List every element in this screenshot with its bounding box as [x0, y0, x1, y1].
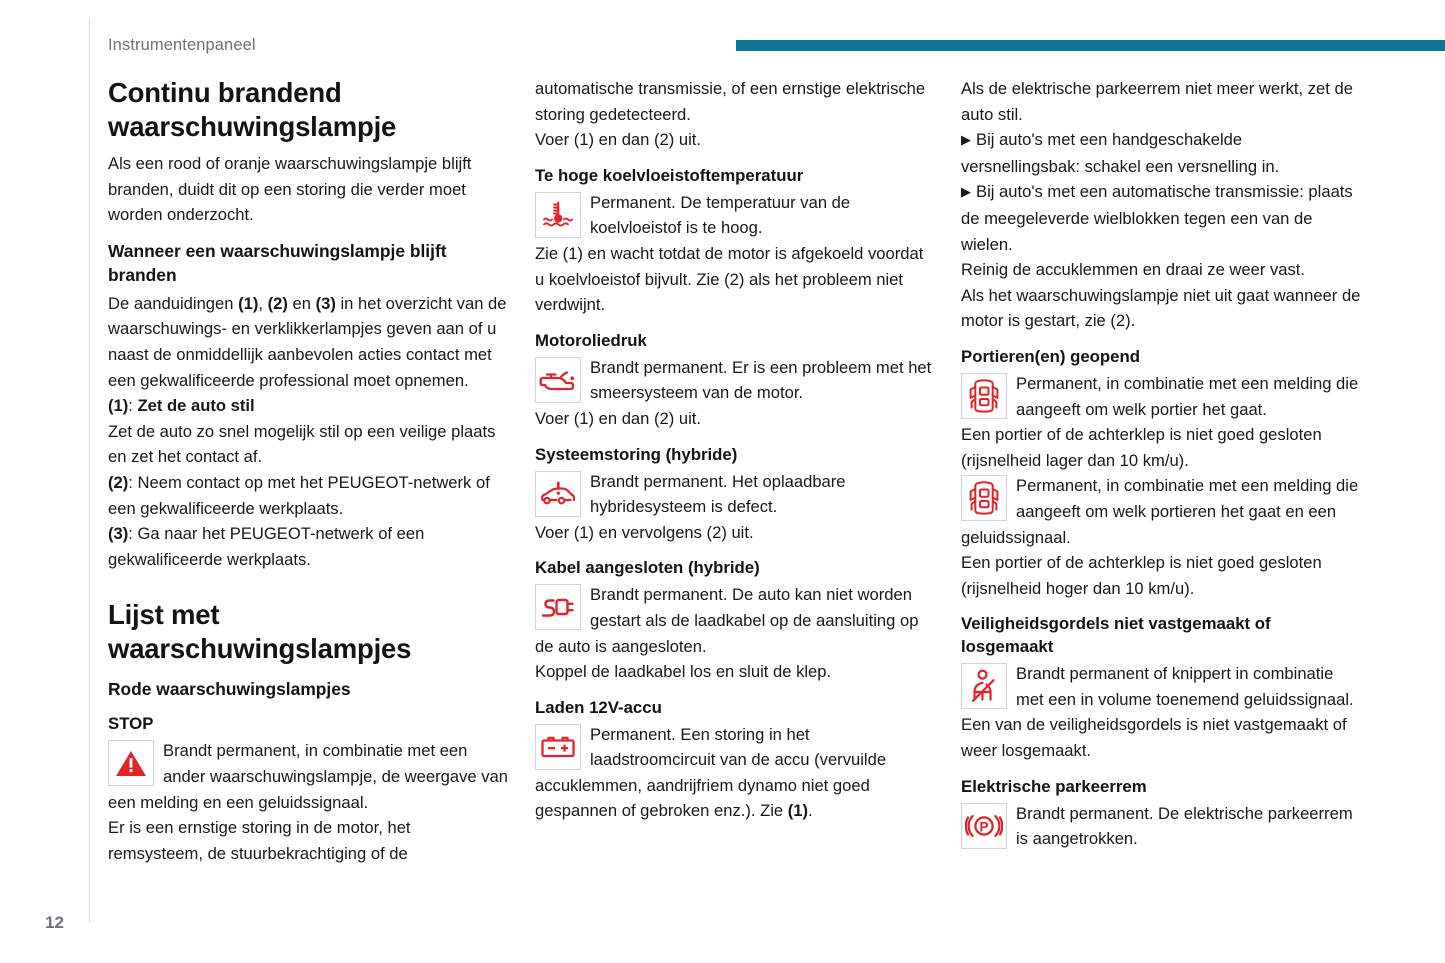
coolant-temperature-icon: [535, 192, 581, 238]
warning-lamp-description: Permanent. Een storing in het laadstroomcircuit van de accu (vervuilde accuklemmen, aandrijfriem dynamo niet goed gespannen of gebroken enz.). Zie (1).: [535, 724, 887, 821]
warning-lamp-description: Brandt permanent. De elektrische parkeerrem is aangetrokken.: [1016, 803, 1353, 849]
body-paragraph: Zet de auto zo snel mogelijk stil op een veilige plaats en zet het contact af.: [108, 421, 496, 467]
warning-lamp-heading: Elektrische parkeerrem: [961, 776, 1147, 796]
electric-parking-brake-icon: [961, 803, 1007, 849]
body-paragraph: Een van de veiligheidsgordels is niet vastgemaakt of weer losgemaakt.: [961, 715, 1347, 761]
door-open-icon: [961, 475, 1007, 521]
warning-lamp-entry: [108, 738, 510, 815]
section-subtitle: Wanneer een waarschuwingslampje blijft branden: [108, 240, 447, 285]
body-paragraph: automatische transmissie, of een ernstige elektrische storing gedetecteerd.: [535, 79, 926, 124]
body-paragraph: Koppel de laadkabel los en sluit de klep.: [535, 662, 832, 682]
stop-warning-triangle-icon: [108, 740, 154, 786]
warning-lamp-heading: Systeemstoring (hybride): [535, 444, 738, 464]
warning-lamp-description: Brandt permanent. Het oplaadbare hybridesysteem is defect.: [590, 471, 846, 517]
warning-lamp-heading: Kabel aangesloten (hybride): [535, 558, 760, 578]
warning-lamp-description: Brandt permanent, in combinatie met een ander waarschuwingslampje, de weergave van een melding en een geluidssignaal.: [108, 741, 508, 812]
warning-lamp-entry: [535, 190, 937, 241]
warning-lamp-heading: Veiligheidsgordels niet vastgemaakt of losgemaakt: [961, 614, 1271, 657]
header-accent-rule: [736, 40, 1445, 51]
warning-lamp-entry: [961, 371, 1363, 422]
warning-lamp-entry: [961, 661, 1363, 712]
instruction-bullet: ▶ Bij auto's met een handgeschakelde versnellingsbak: schakel een versnelling in.: [961, 127, 1363, 179]
body-paragraph: Als een rood of oranje waarschuwingslampje blijft branden, duidt dit op een storing die verder moet worden onderzocht.: [108, 154, 472, 225]
section-title: Continu brandend waarschuwingslampje: [108, 77, 397, 142]
charging-cable-plug-icon: [535, 584, 581, 630]
warning-lamp-entry: [961, 473, 1363, 550]
body-paragraph: Als het waarschuwingslampje niet uit gaat wanneer de motor is gestart, zie (2).: [961, 285, 1361, 331]
body-paragraph: Reinig de accuklemmen en draai ze weer vast.: [961, 260, 1306, 280]
body-paragraph: De aanduidingen (1), (2) en (3) in het overzicht van de waarschuwings- en verklikkerlampjes geven aan of u naast de onmiddellijk aanbevolen acties contact met een gekwalificeerde professional moet opnemen.: [108, 293, 507, 390]
warning-lamp-entry: [535, 582, 937, 659]
page-number: 12: [45, 913, 64, 932]
instruction-bullet: ▶ Bij auto's met een automatische transmissie: plaats de meegeleverde wielblokken tegen een van de wielen.: [961, 179, 1363, 257]
section-subtitle: Rode waarschuwingslampjes: [108, 679, 351, 700]
body-paragraph: Een portier of de achterklep is niet goed gesloten (rijsnelheid lager dan 10 km/u).: [961, 425, 1322, 470]
warning-lamp-description: Brandt permanent. Er is een probleem met het smeersysteem van de motor.: [590, 357, 932, 403]
body-paragraph: Voer (1) en dan (2) uit.: [535, 130, 702, 150]
body-paragraph: (3): Ga naar het PEUGEOT-netwerk of een gekwalificeerde werkplaats.: [108, 524, 425, 569]
warning-lamp-entry: [535, 355, 937, 406]
engine-oil-pressure-icon: [535, 357, 581, 403]
body-paragraph: Als de elektrische parkeerrem niet meer werkt, zet de auto stil.: [961, 79, 1353, 124]
warning-lamp-entry: [535, 469, 937, 520]
body-paragraph: (2): Neem contact op met het PEUGEOT-netwerk of een gekwalificeerde werkplaats.: [108, 472, 490, 518]
warning-lamp-heading: Motoroliedruk: [535, 330, 647, 350]
body-paragraph: Voer (1) en dan (2) uit.: [535, 408, 702, 428]
body-paragraph: (1): Zet de auto stil: [108, 396, 255, 416]
warning-lamp-heading: Te hoge koelvloeistoftemperatuur: [535, 165, 804, 185]
warning-lamp-description: Permanent, in combinatie met een melding die aangeeft om welk portier het gaat.: [1016, 373, 1359, 419]
column-1: [108, 76, 510, 866]
triangle-bullet-icon: ▶: [961, 132, 971, 148]
seatbelt-unfastened-icon: [961, 663, 1007, 709]
page-header: [0, 0, 1445, 66]
svg-text:P: P: [979, 819, 989, 835]
column-3: [961, 76, 1363, 852]
warning-lamp-description: Permanent. De temperatuur van de koelvloeistof is te hoog.: [590, 192, 851, 238]
column-2: [535, 76, 937, 824]
battery-charge-icon: [535, 724, 581, 770]
hybrid-system-fault-car-icon: [535, 471, 581, 517]
warning-lamp-heading: Portieren(en) geopend: [961, 346, 1141, 366]
body-paragraph: Een portier of de achterklep is niet goed gesloten (rijsnelheid hoger dan 10 km/u).: [961, 553, 1322, 598]
warning-lamp-entry: [535, 722, 937, 824]
warning-lamp-description: Permanent, in combinatie met een melding die aangeeft om welk portieren het gaat en een geluidssignaal.: [961, 476, 1359, 547]
warning-lamp-description: Brandt permanent of knippert in combinatie met een in volume toenemend geluidssignaal.: [1016, 664, 1354, 709]
content-columns: [0, 76, 1445, 896]
warning-lamp-heading: STOP: [108, 714, 154, 734]
body-paragraph: Er is een ernstige storing in de motor, het remsysteem, de stuurbekrachtiging of de: [108, 818, 411, 863]
body-paragraph: Zie (1) en wacht totdat de motor is afgekoeld voordat u koelvloeistof bijvult. Zie (2) als het probleem niet verdwijnt.: [535, 243, 924, 315]
body-paragraph: Voer (1) en vervolgens (2) uit.: [535, 522, 754, 542]
door-open-icon: [961, 373, 1007, 419]
warning-lamp-entry: [961, 801, 1363, 852]
section-title: Lijst met waarschuwingslampjes: [108, 599, 412, 665]
warning-lamp-description: Brandt permanent. De auto kan niet worden gestart als de laadkabel op de aansluiting op de auto is aangesloten.: [535, 585, 919, 656]
warning-lamp-heading: Laden 12V-accu: [535, 697, 662, 717]
triangle-bullet-icon: ▶: [961, 184, 971, 200]
breadcrumb: Instrumentenpaneel: [108, 36, 256, 54]
